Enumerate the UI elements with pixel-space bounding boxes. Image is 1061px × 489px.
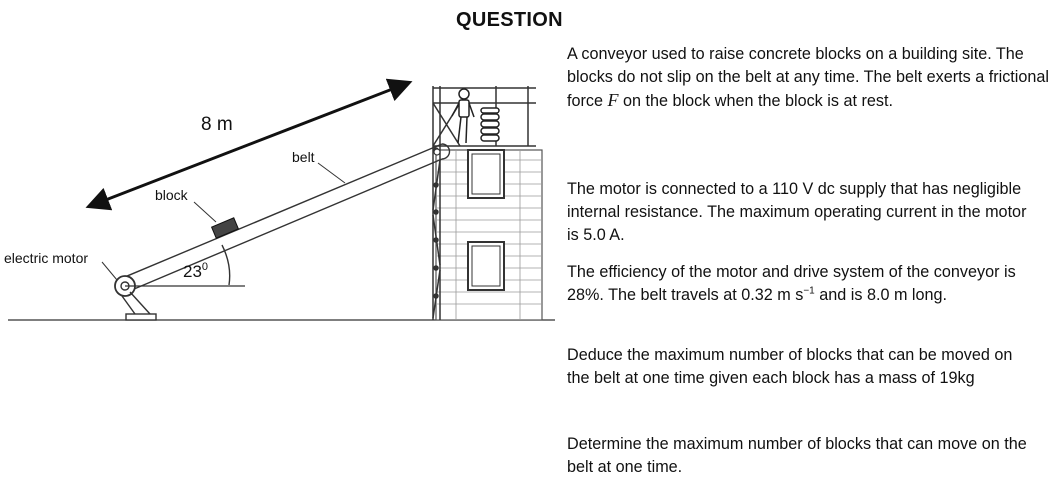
length-arrow: [90, 83, 408, 206]
angle-label: $23^0$: [183, 261, 209, 281]
window-lower: [468, 242, 504, 290]
window-upper: [468, 150, 504, 198]
worker-figure: [452, 89, 474, 143]
question-heading: QUESTION: [456, 9, 563, 31]
block-label: block: [155, 187, 188, 203]
belt-label: belt: [292, 149, 315, 165]
block-leader-line: [194, 202, 216, 222]
conveyor-belt: [120, 144, 450, 292]
length-label: 8 m: [201, 114, 233, 135]
belt-leader-line: [318, 163, 345, 183]
question-paragraph-deduce: Deduce the maximum number of blocks that can be moved on the belt at one time given each block has a mass of 19kg: [567, 346, 1013, 387]
motor-leader-line: [102, 262, 117, 280]
question-paragraph-efficiency: The efficiency of the motor and drive system of the conveyor is 28%. The belt travels at 0.32 m $s^{-1}$ and is 8.0 m long.: [567, 263, 1016, 304]
force-symbol: F: [607, 90, 619, 110]
question-paragraph-motor: The motor is connected to a 110 V dc supply that has negligible internal resistance. The maximum operating current in the motor is 5.0 A.: [567, 180, 1027, 244]
motor-label: electric motor: [4, 250, 89, 266]
brick-building: [436, 150, 542, 320]
stacked-blocks: [481, 108, 499, 141]
question-paragraph-determine: Determine the maximum number of blocks that can move on the belt at one time.: [567, 435, 1027, 476]
question-paragraph-intro: A conveyor used to raise concrete blocks on a building site. The blocks do not slip on the belt at any time. The belt exerts a frictional force F on the block when the block is at rest.: [567, 45, 1049, 110]
